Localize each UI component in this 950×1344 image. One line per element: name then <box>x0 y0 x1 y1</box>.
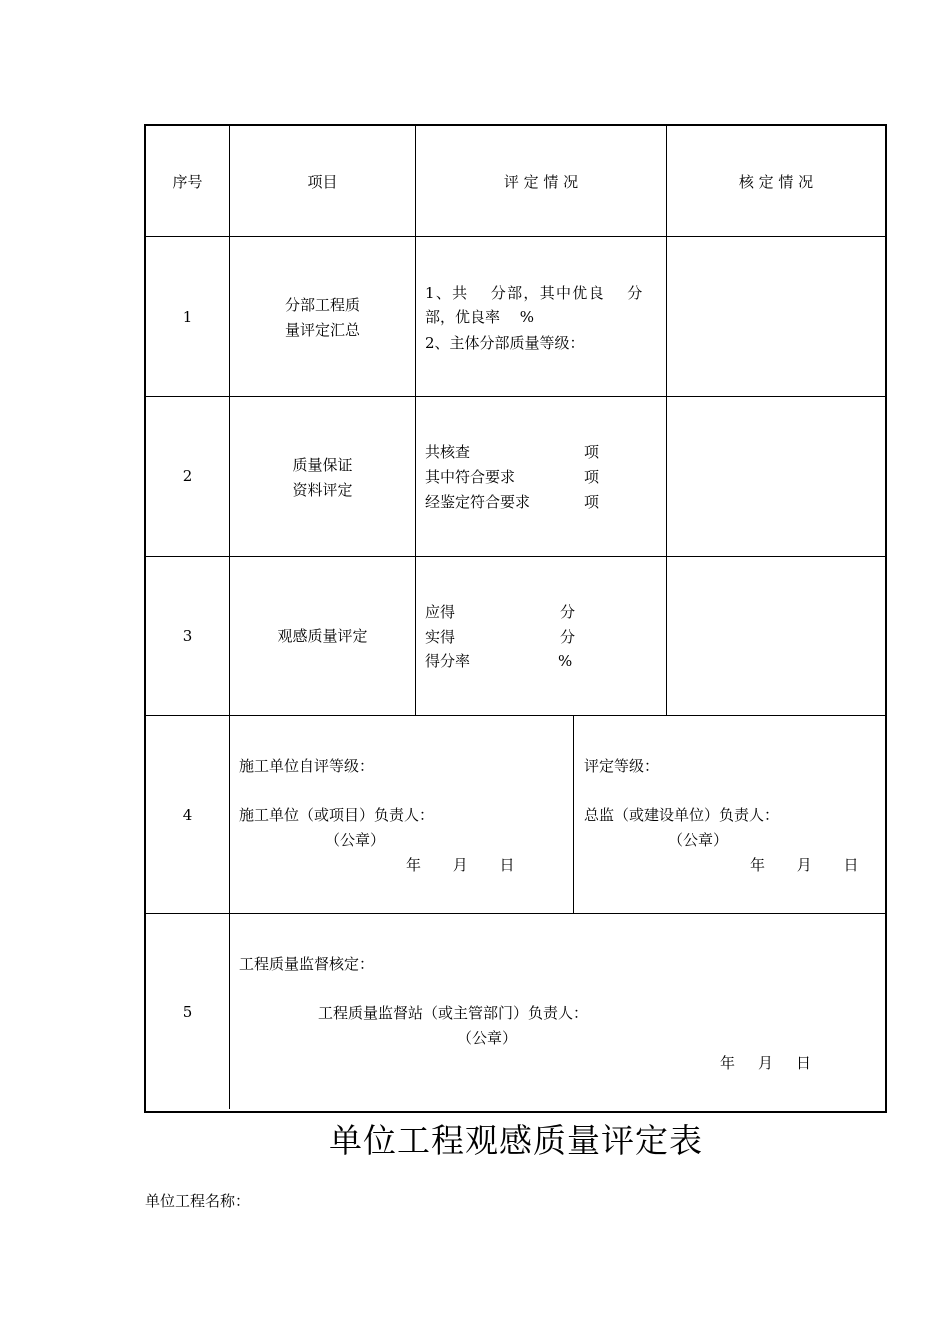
project-name-label: 单位工程名称： <box>145 1192 251 1210</box>
row-2-eval-unit-2: 项 <box>584 468 600 486</box>
row-divider <box>146 715 885 716</box>
header-no: 序号 <box>172 173 203 191</box>
row-3-eval-label-3: 得分率 <box>425 652 471 670</box>
col-divider <box>573 716 574 913</box>
row-4-right-grade: 评定等级： <box>584 757 660 775</box>
row-4-left-seal: （公章） <box>325 831 386 849</box>
row-1-item-line1: 分部工程质 <box>284 296 360 314</box>
row-2-eval-label-3: 经鉴定符合要求 <box>425 493 531 511</box>
row-2-eval-unit-3: 项 <box>584 493 600 511</box>
row-4-self-grade: 施工单位自评等级： <box>239 757 375 775</box>
row-3-eval-unit-2: 分 <box>560 628 576 646</box>
row-divider <box>146 913 885 914</box>
row-5-no: 5 <box>182 1003 193 1021</box>
row-4-right-person: 总监（或建设单位）负责人： <box>584 806 780 824</box>
row-2-eval-label-1: 共核查 <box>425 443 471 461</box>
row-3-eval-unit-1: 分 <box>560 603 576 621</box>
header-item: 项目 <box>307 173 338 191</box>
row-1-eval-line1: 1、共 分部，其中优良 分 <box>425 284 644 302</box>
row-divider <box>146 236 885 237</box>
row-divider <box>146 396 885 397</box>
row-4-right-date: 年 月 日 <box>750 856 863 874</box>
row-1-no: 1 <box>182 308 193 326</box>
row-3-eval-label-2: 实得 <box>425 628 456 646</box>
row-2-item-line1: 质量保证 <box>292 456 353 474</box>
row-divider <box>146 556 885 557</box>
col-divider <box>415 126 416 715</box>
row-3-item: 观感质量评定 <box>277 627 368 645</box>
col-divider <box>229 126 230 1109</box>
row-4-left-person: 施工单位（或项目）负责人： <box>239 806 435 824</box>
row-5-date: 年 月 日 <box>720 1054 816 1072</box>
row-1-eval-line3: 2、主体分部质量等级： <box>425 334 585 352</box>
page-title: 单位工程观感质量评定表 <box>329 1121 703 1160</box>
row-5-seal: （公章） <box>457 1029 518 1047</box>
row-2-item-line2: 资料评定 <box>292 481 353 499</box>
row-1-eval-line2: 部，优良率 % <box>425 308 535 326</box>
row-3-eval-label-1: 应得 <box>425 603 456 621</box>
row-4-right-seal: （公章） <box>668 831 729 849</box>
row-2-eval-label-2: 其中符合要求 <box>425 468 516 486</box>
row-5-verify: 工程质量监督核定： <box>239 955 375 973</box>
row-5-person: 工程质量监督站（或主管部门）负责人： <box>318 1004 589 1022</box>
row-3-no: 3 <box>182 627 193 645</box>
col-divider <box>666 126 667 715</box>
header-eval: 评 定 情 况 <box>503 173 579 191</box>
row-2-no: 2 <box>182 467 193 485</box>
header-verify: 核 定 情 况 <box>738 173 814 191</box>
row-3-eval-unit-3: % <box>558 652 573 670</box>
row-4-no: 4 <box>182 806 193 824</box>
row-4-left-date: 年 月 日 <box>406 856 519 874</box>
row-2-eval-unit-1: 项 <box>584 443 600 461</box>
row-1-item-line2: 量评定汇总 <box>284 321 360 339</box>
